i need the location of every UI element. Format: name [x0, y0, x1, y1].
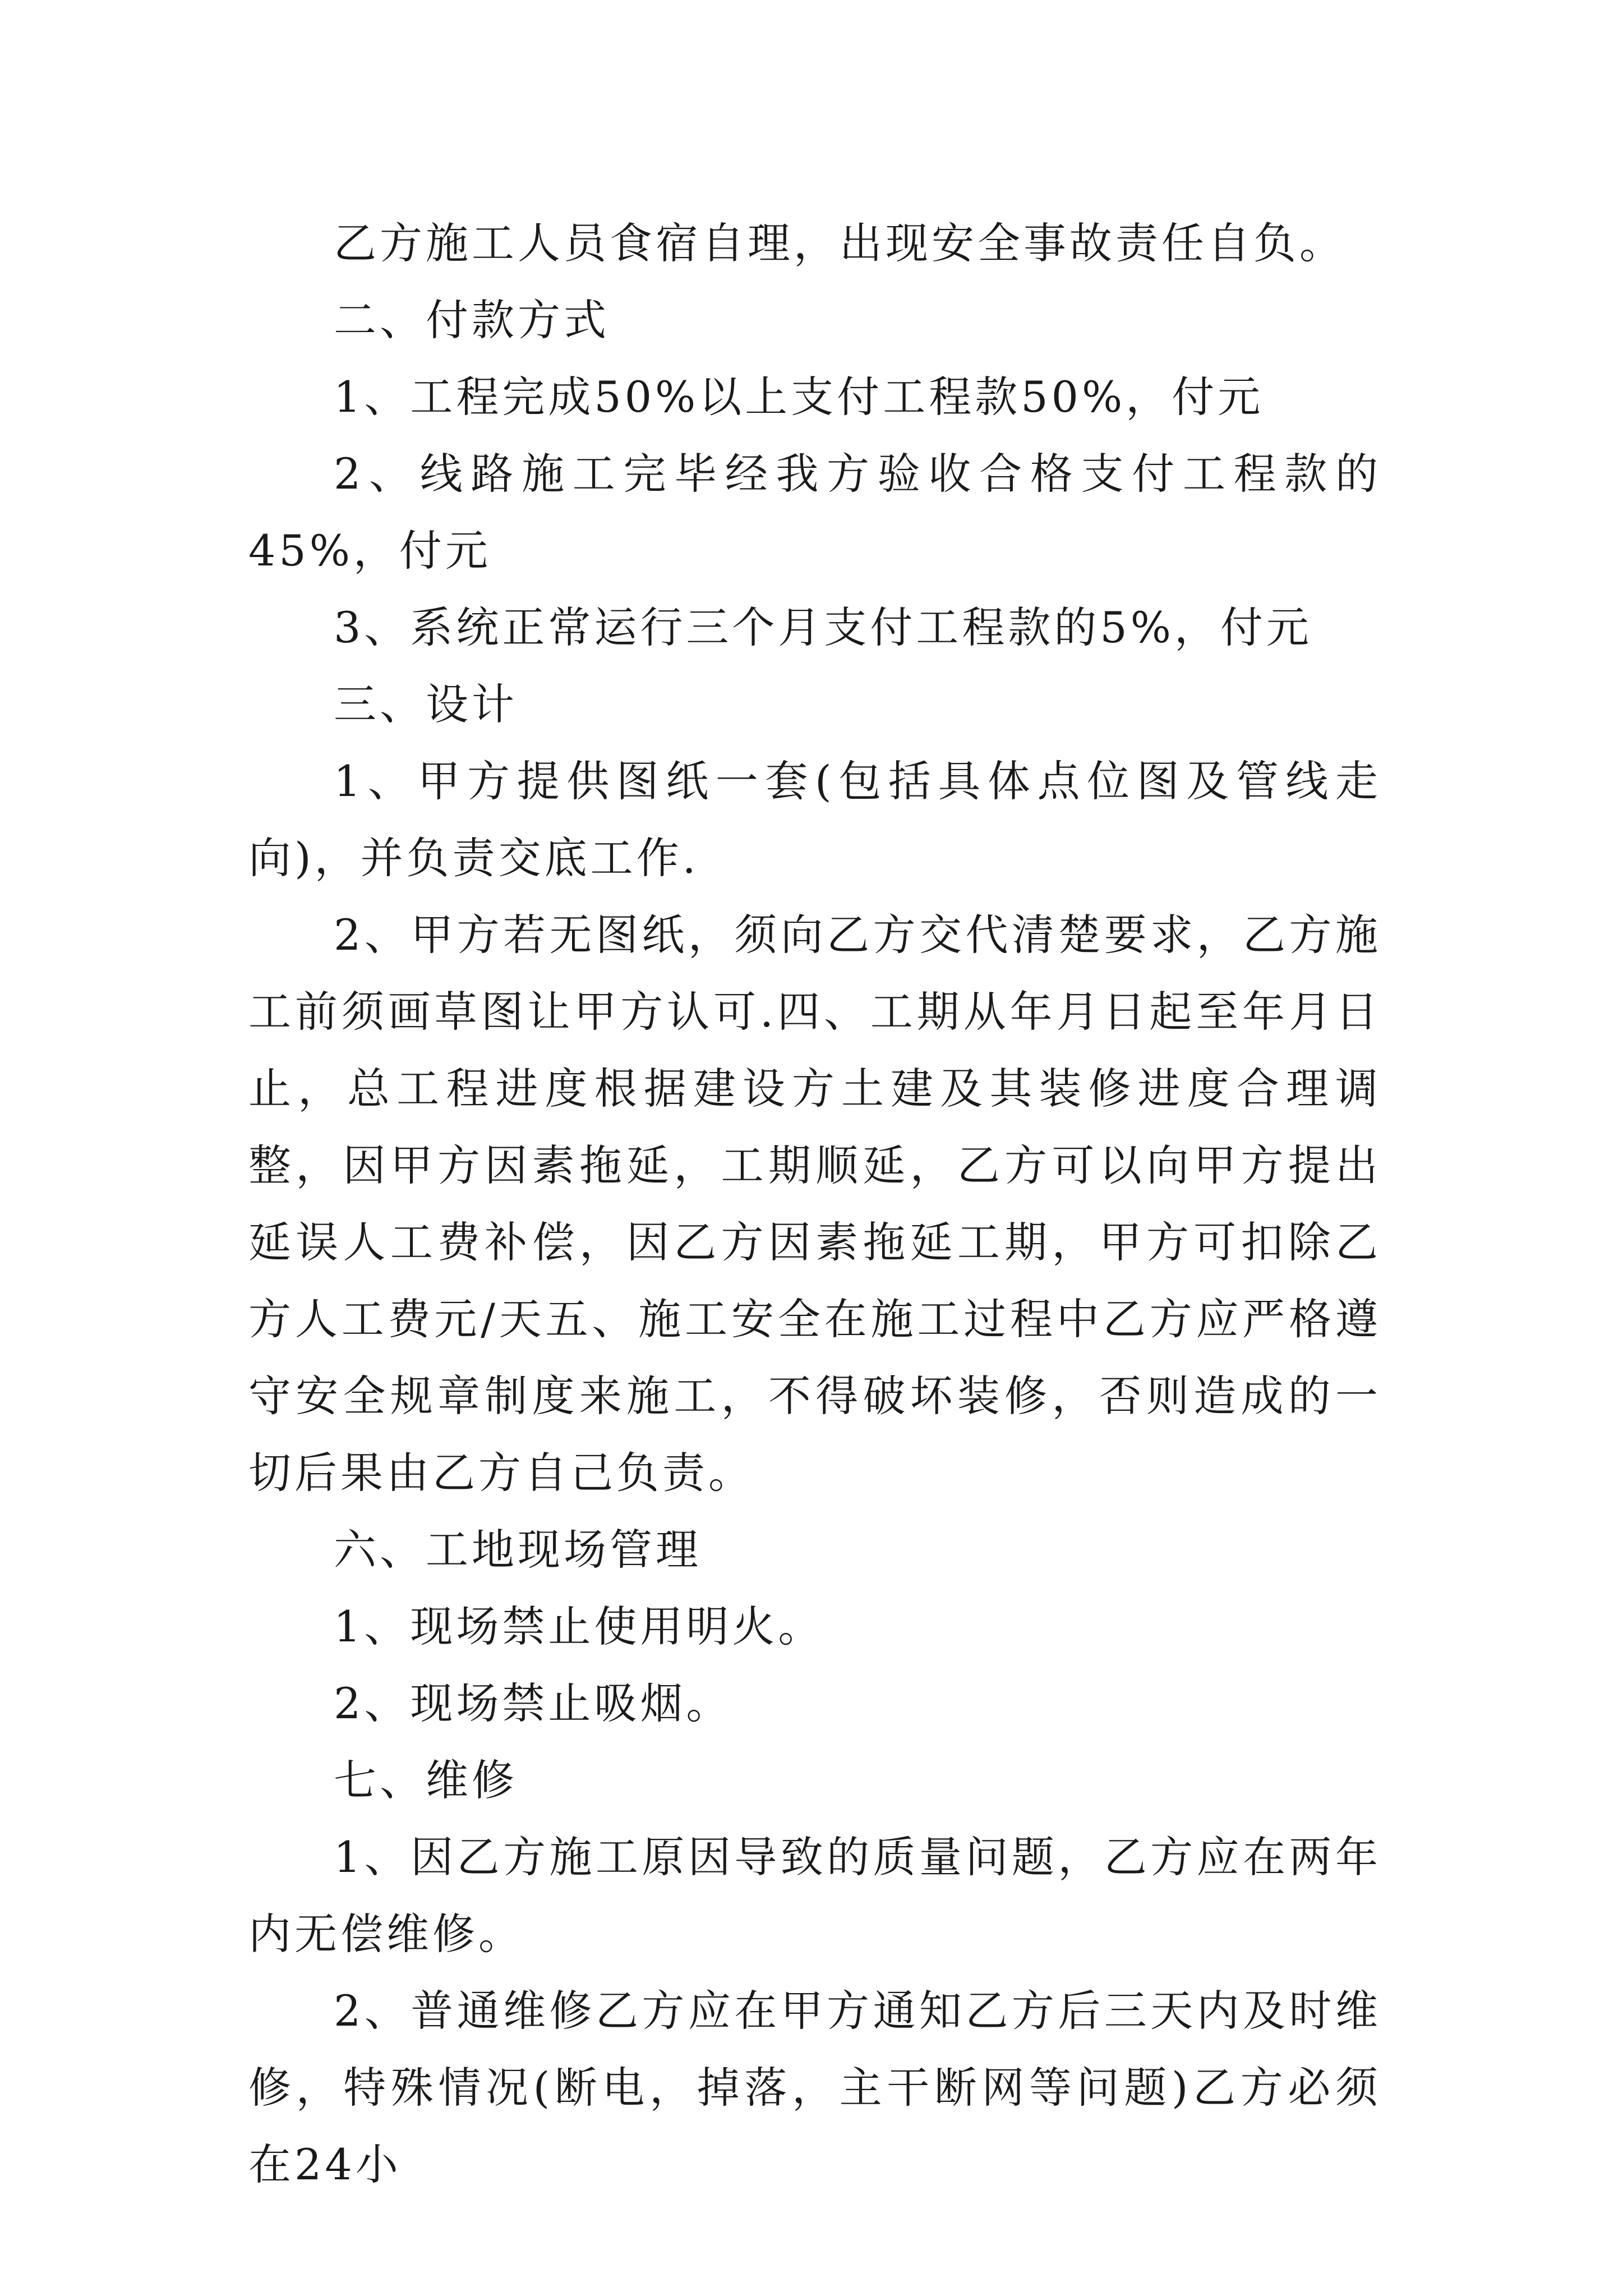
paragraph-payment-3: 3、系统正常运行三个月支付工程款的5%，付元	[334, 602, 1312, 652]
heading-design: 三、设计	[334, 679, 518, 729]
paragraph-site-2: 2、现场禁止吸烟。	[334, 1678, 732, 1728]
paragraph-food-lodging: 乙方施工人员食宿自理，出现安全事故责任自负。	[334, 218, 1345, 268]
paragraph-maintenance-1: 1、因乙方施工原因导致的质量问题，乙方应在两年内无偿维修。	[248, 1832, 1381, 1959]
paragraph-maintenance-2: 2、普通维修乙方应在甲方通知乙方后三天内及时维修，特殊情况(断电，掉落，主干断网等问题)乙方必须在24小	[248, 1986, 1381, 2189]
paragraph-payment-2: 2、线路施工完毕经我方验收合格支付工程款的45%，付元	[248, 449, 1381, 576]
heading-payment-method: 二、付款方式	[334, 295, 610, 345]
document-body	[248, 205, 1381, 2203]
paragraph-design-2: 2、甲方若无图纸，须向乙方交代清楚要求，乙方施工前须画草图让甲方认可.四、工期从年月日起至年月日止，总工程进度根据建设方土建及其装修进度合理调整，因甲方因素拖延，工期顺延，乙方可以向甲方提出延误人工费补偿，因乙方因素拖延工期，甲方可扣除乙方人工费元/天五、施工安全在施工过程中乙方应严格遵守安全规章制度来施工，不得破坏装修，否则造成的一切后果由乙方自己负责。	[248, 910, 1381, 1498]
paragraph-site-1: 1、现场禁止使用明火。	[334, 1602, 824, 1651]
paragraph-payment-1: 1、工程完成50%以上支付工程款50%，付元	[334, 372, 1264, 422]
heading-site-management: 六、工地现场管理	[334, 1525, 702, 1575]
heading-maintenance: 七、维修	[334, 1755, 518, 1805]
paragraph-design-1: 1、甲方提供图纸一套(包括具体点位图及管线走向)，并负责交底工作.	[248, 756, 1381, 883]
